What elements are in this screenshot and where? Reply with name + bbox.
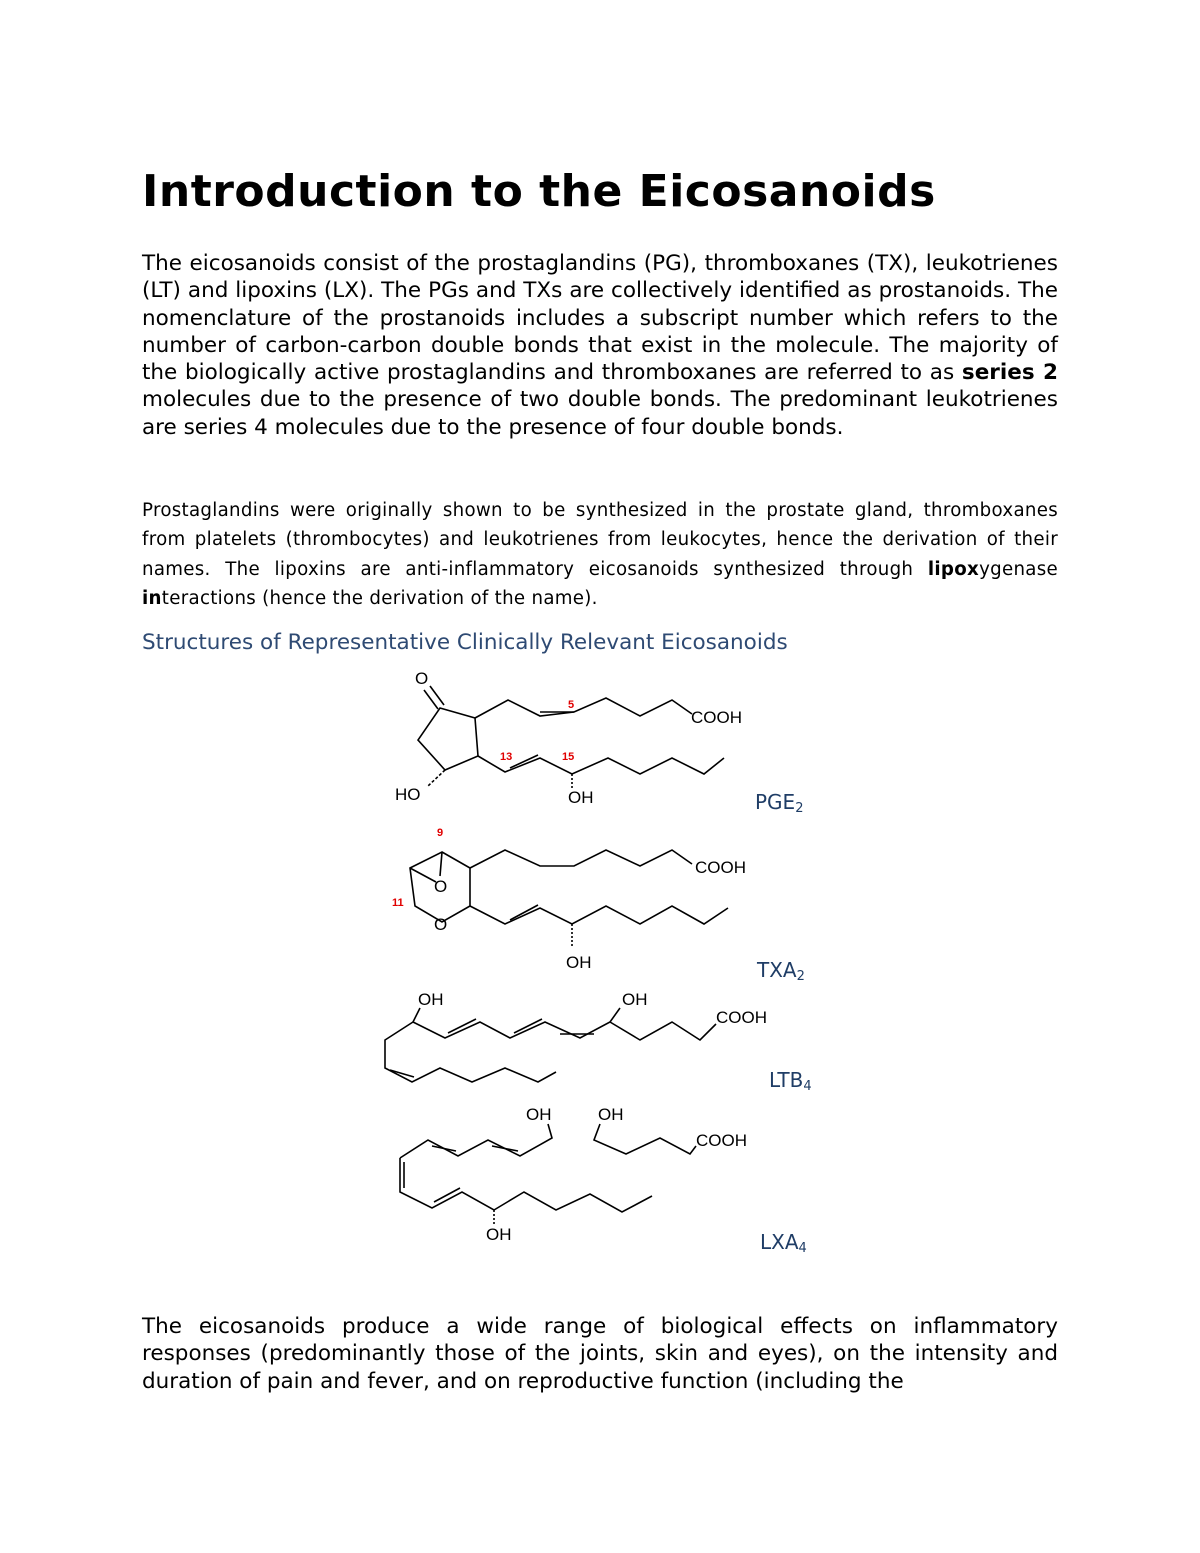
- pge2-structure: [395, 669, 742, 807]
- ltb4-oh-2: OH: [622, 990, 648, 1009]
- pge2-label: $PGE_2$: [755, 790, 804, 816]
- txa2-epoxy-o: O: [434, 877, 448, 896]
- ltb4-cooh: COOH: [716, 1008, 767, 1027]
- txa2-oh: OH: [566, 953, 592, 972]
- ltb4-oh-1: OH: [418, 990, 444, 1009]
- pge2-ketone-o: O: [415, 669, 429, 688]
- ltb4-label: $LTB_4$: [769, 1068, 812, 1094]
- pge2-num-13: 13: [500, 751, 513, 763]
- ltb4-structure: [385, 990, 767, 1082]
- naming-text-1: Prostaglandins were originally shown to be synthesized in the prostate gland, thromboxanes from platelets (thrombocytes) and leukotrienes from leukocytes, hence the derivation of their names. The lipoxins are anti-inflammatory eicosanoids synthesized through: [142, 500, 1058, 580]
- section-heading: Structures of Representative Clinically Relevant Eicosanoids: [142, 630, 788, 655]
- intro-text-1: The eicosanoids consist of the prostaglandins (PG), thromboxanes (TX), leukotrienes (LT) and lipoxins (LX). The PGs and TXs are collectively identified as prostanoids. The nomenclature of the prostanoids includes a subscript number which refers to the number of carbon-carbon double bonds that exist in the molecule. The majority of the biologically active prostaglandins and thromboxanes are referred to as: [142, 251, 1058, 386]
- effects-paragraph: The eicosanoids produce a wide range of biological effects on inflammatory responses (predominantly those of the joints, skin and eyes), on the intensity and duration of pain and fever, and on reproductive function (including the: [142, 1314, 1058, 1394]
- pge2-oh: OH: [568, 788, 594, 807]
- page-title: Introduction to the Eicosanoids: [142, 166, 936, 217]
- txa2-ring-o: O: [434, 915, 448, 934]
- pge2-ho: HO: [395, 785, 421, 804]
- intro-text-2: molecules due to the presence of two double bonds. The predominant leukotrienes are series 4 molecules due to the presence of four double bonds.: [142, 387, 1058, 440]
- txa2-structure: [392, 827, 746, 972]
- lxa4-structure: [400, 1105, 747, 1244]
- intro-bold-series: series 2: [961, 360, 1058, 386]
- txa2-num-9: 9: [437, 827, 444, 839]
- txa2-label: $TXA_2$: [757, 958, 805, 984]
- pge2-num-5: 5: [568, 699, 575, 711]
- pge2-cooh: COOH: [691, 708, 742, 727]
- lxa4-cooh: COOH: [696, 1131, 747, 1150]
- lxa4-oh-3: OH: [486, 1225, 512, 1244]
- lxa4-oh-2: OH: [598, 1105, 624, 1124]
- naming-bold-1: lipox: [927, 558, 980, 580]
- lxa4-label: $LXA_4$: [760, 1230, 807, 1256]
- lxa4-oh-1: OH: [526, 1105, 552, 1124]
- naming-text-3: teractions (hence the derivation of the name).: [161, 587, 598, 609]
- naming-text-2: ygenase: [979, 558, 1058, 580]
- pge2-num-15: 15: [562, 751, 575, 763]
- naming-bold-2: in: [142, 587, 162, 609]
- txa2-num-11: 11: [392, 897, 404, 909]
- txa2-cooh: COOH: [695, 858, 746, 877]
